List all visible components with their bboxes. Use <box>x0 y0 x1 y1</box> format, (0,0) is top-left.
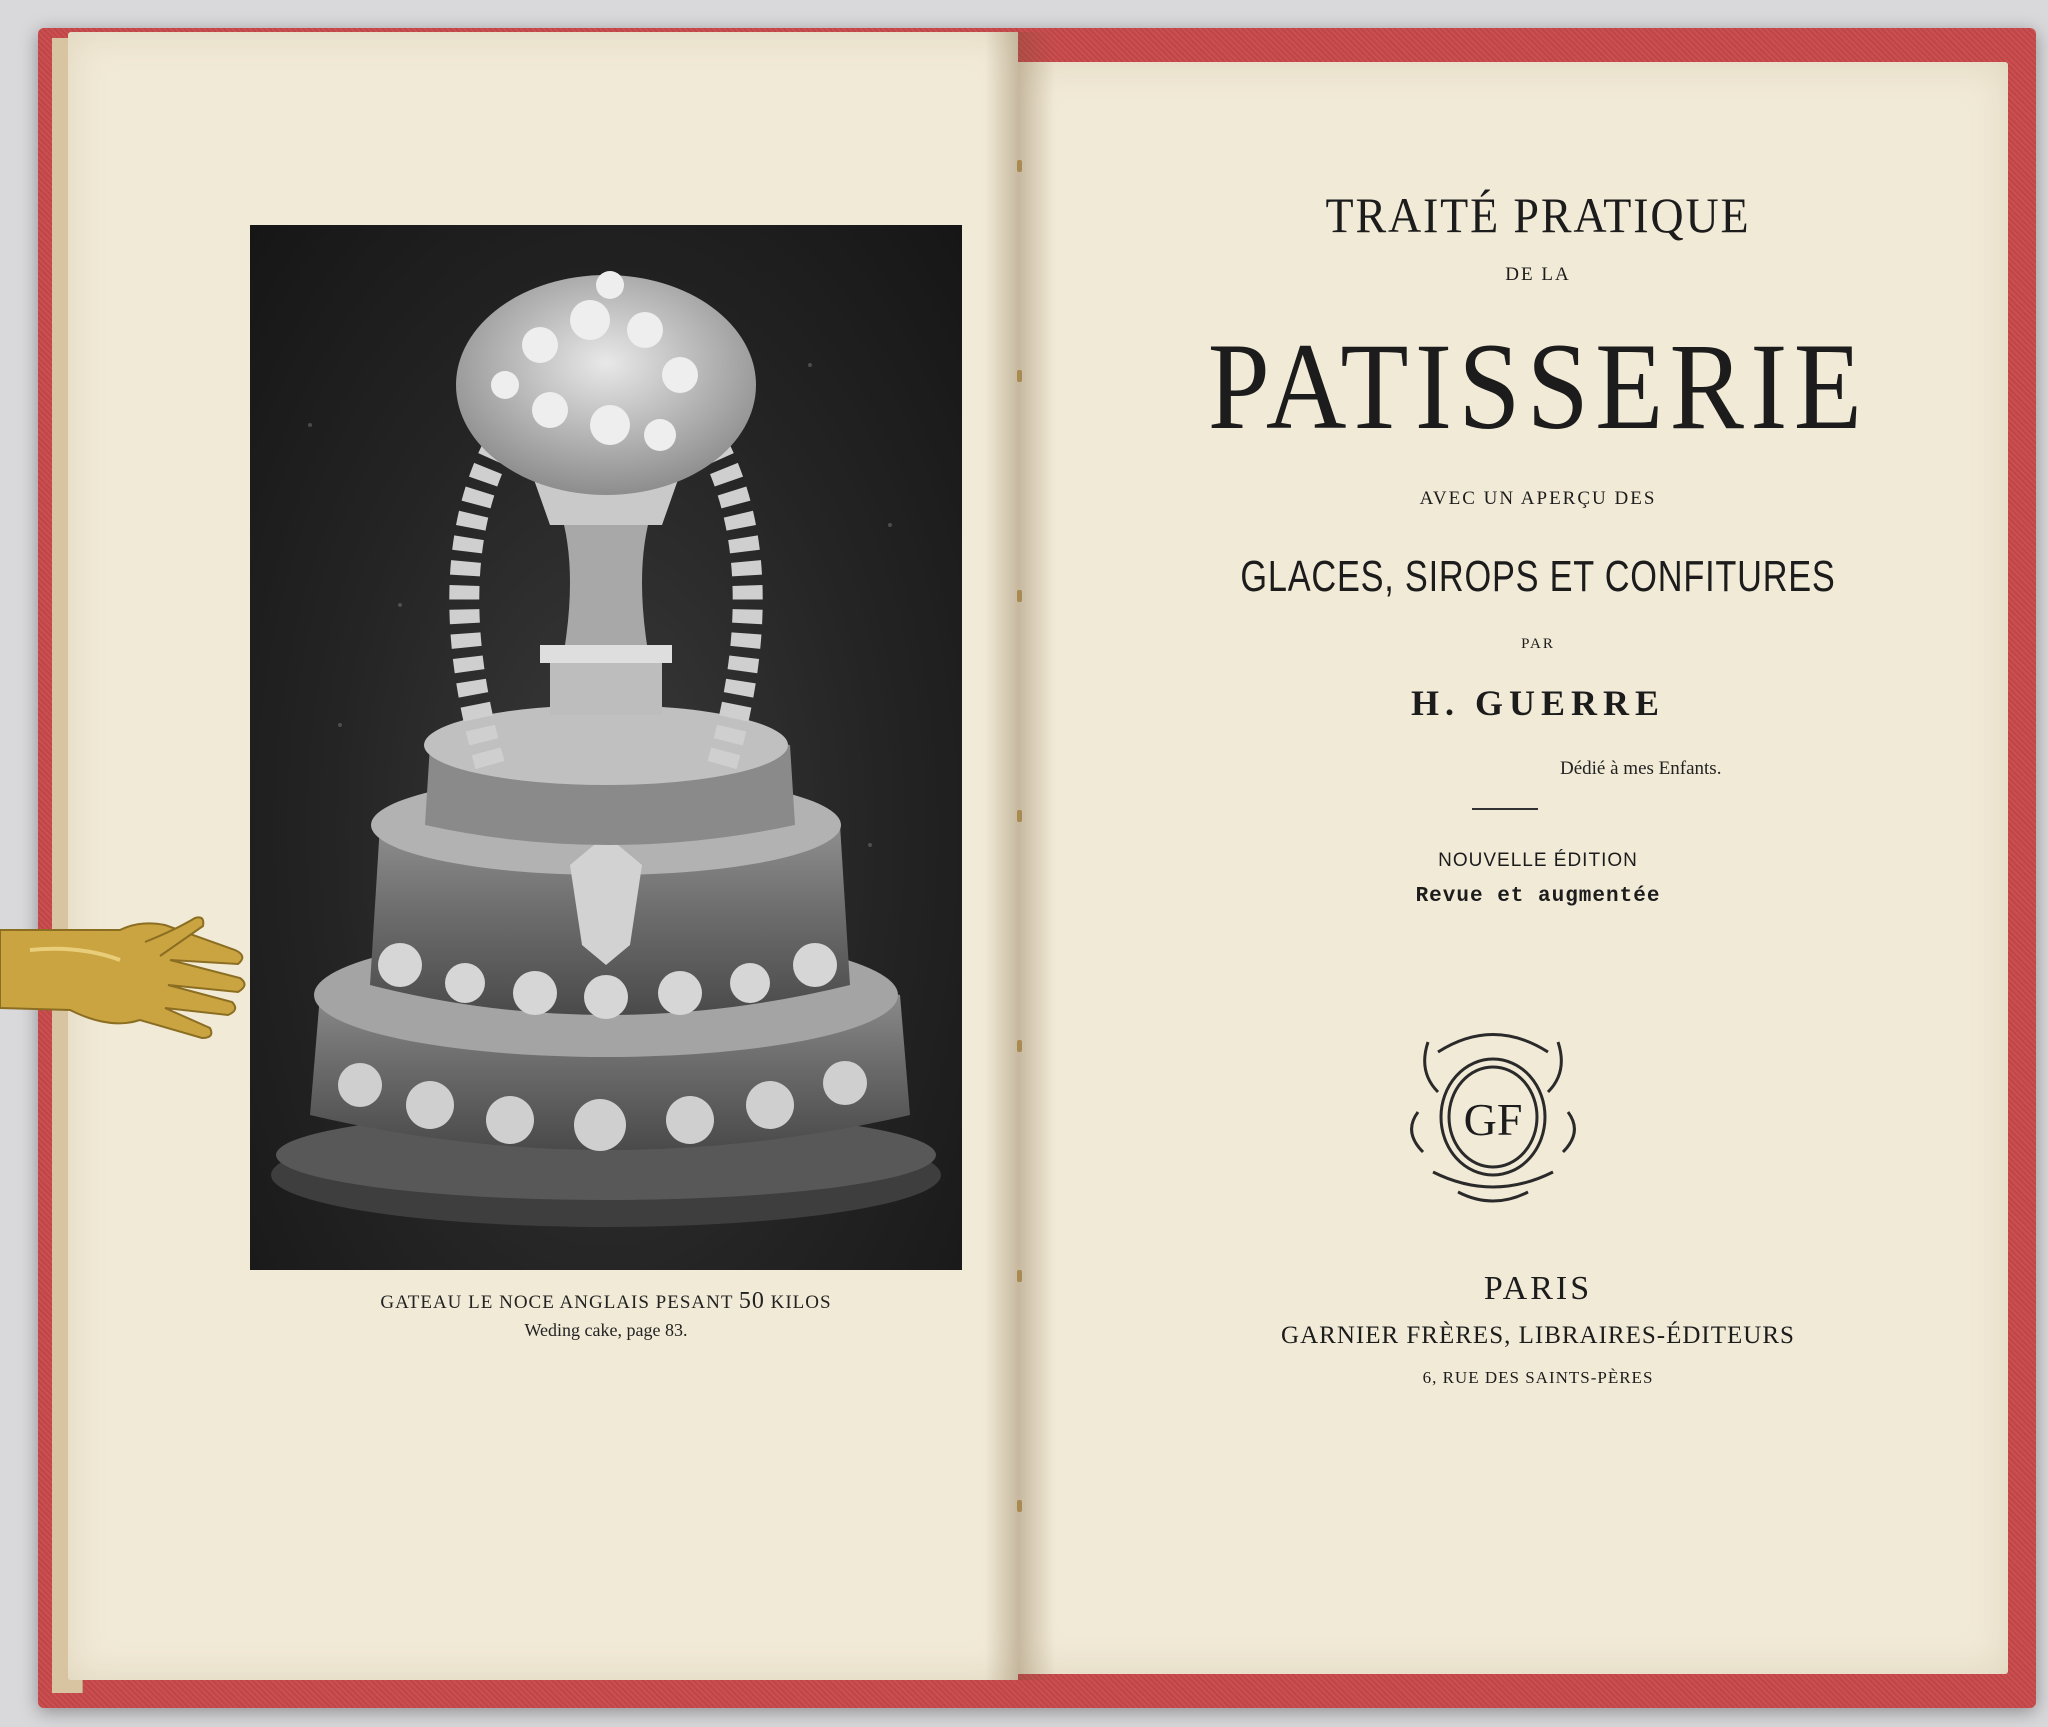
caption-text: GATEAU LE NOCE ANGLAIS PESANT <box>380 1292 739 1313</box>
plate-caption <box>250 1288 962 1315</box>
monogram-letters: GF <box>1463 1094 1523 1145</box>
dedication: Dédié à mes Enfants. <box>1560 758 1722 779</box>
plate-subcaption: Weding cake, page 83. <box>524 1320 688 1340</box>
caption-weight: 50 <box>738 1288 765 1314</box>
edition-note: Revue et augmentée <box>1415 885 1661 908</box>
binding-stitch <box>1017 370 1022 382</box>
hand-clip-icon <box>0 890 250 1060</box>
wedding-cake-illustration <box>250 225 962 1270</box>
edition: NOUVELLE ÉDITION <box>1438 850 1638 871</box>
title-line-1: TRAITÉ PRATIQUE <box>1325 187 1751 243</box>
by-line: PAR <box>1521 636 1555 652</box>
cake-frontispiece-image <box>250 225 962 1270</box>
binding-stitch <box>1017 1500 1022 1512</box>
main-title: PATISSERIE <box>1207 318 1869 455</box>
binding-stitch <box>1017 590 1022 602</box>
author-name: H. GUERRE <box>1410 683 1666 723</box>
binding-stitch <box>1017 1040 1022 1052</box>
publisher: GARNIER FRÈRES, LIBRAIRES-ÉDITEURS <box>1281 1322 1795 1349</box>
address: 6, RUE DES SAINTS-PÈRES <box>1422 1368 1654 1387</box>
binding-stitch <box>1017 810 1022 822</box>
divider-rule <box>1472 808 1538 810</box>
binding-stitch <box>1017 160 1022 172</box>
title-line-2: DE LA <box>1505 264 1571 285</box>
city: PARIS <box>1483 1270 1593 1307</box>
subtitle: GLACES, SIROPS ET CONFITURES <box>1240 552 1836 601</box>
subtitle-intro: AVEC UN APERÇU DES <box>1419 488 1657 509</box>
publisher-monogram-icon <box>1398 1012 1588 1212</box>
caption-unit: KILOS <box>764 1292 832 1313</box>
